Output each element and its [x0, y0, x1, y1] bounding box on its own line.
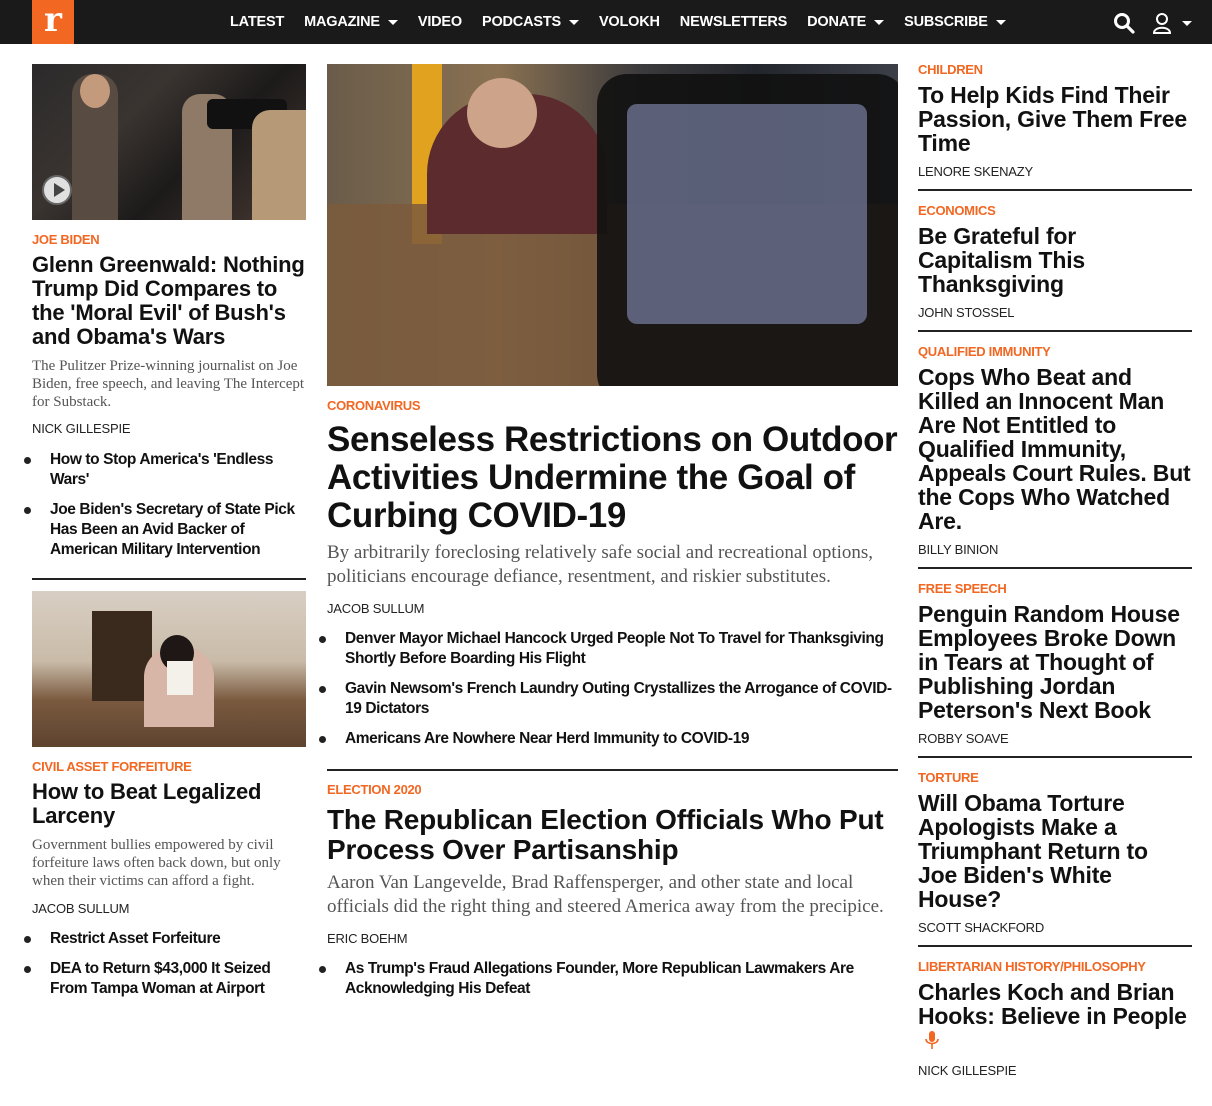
divider	[327, 769, 898, 771]
nav-donate-label: DONATE	[807, 14, 867, 30]
story-kicker[interactable]: CIVIL ASSET FORFEITURE	[32, 759, 192, 774]
story-headline[interactable]: Be Grateful for Capitalism This Thanksgiving	[918, 223, 1085, 297]
related-link[interactable]	[32, 450, 306, 490]
chevron-down-icon	[388, 20, 398, 25]
related-link-label: How to Stop America's 'Endless Wars'	[50, 451, 274, 488]
middle-column	[327, 64, 898, 999]
story-kicker[interactable]: ELECTION 2020	[327, 782, 422, 797]
story-headline-lead[interactable]: Senseless Restrictions on Outdoor Activities Undermine the Goal of Curbing COVID-19	[327, 420, 898, 535]
story-byline[interactable]: LENORE SKENAZY	[918, 164, 1033, 179]
story-headline[interactable]	[918, 980, 1192, 1054]
microphone-icon	[924, 1030, 940, 1054]
related-link[interactable]	[327, 629, 898, 669]
nav-video[interactable]	[418, 14, 462, 30]
story-headline[interactable]: To Help Kids Find Their Passion, Give Them Free Time	[918, 82, 1187, 156]
related-link-label: As Trump's Fraud Allegations Founder, More Republican Lawmakers Are Acknowledging His Defeat	[345, 960, 854, 997]
story-headline-text: Charles Koch and Brian Hooks: Believe in People	[918, 979, 1187, 1029]
related-link-label: Restrict Asset Forfeiture	[50, 930, 221, 947]
story-kicker[interactable]: CORONAVIRUS	[327, 398, 421, 413]
story-byline[interactable]: BILLY BINION	[918, 542, 999, 557]
related-link[interactable]	[32, 959, 306, 999]
side-story	[918, 62, 1192, 179]
story-kicker[interactable]: QUALIFIED IMMUNITY	[918, 344, 1051, 359]
nav-magazine[interactable]	[304, 14, 398, 30]
bullet-icon	[319, 736, 326, 743]
story-byline[interactable]: NICK GILLESPIE	[32, 421, 131, 436]
left-column	[32, 64, 306, 999]
story-byline[interactable]: JACOB SULLUM	[32, 901, 130, 916]
right-column	[918, 62, 1192, 1078]
related-link[interactable]	[327, 729, 898, 749]
story-kicker[interactable]: FREE SPEECH	[918, 581, 1007, 596]
story-headline[interactable]: Glenn Greenwald: Nothing Trump Did Compares to the 'Moral Evil' of Bush's and Obama's Wars	[32, 252, 305, 349]
bullet-icon	[319, 636, 326, 643]
side-story	[918, 344, 1192, 557]
story-headline[interactable]: The Republican Election Officials Who Put Process Over Partisanship	[327, 804, 884, 865]
story-image-forfeiture[interactable]	[32, 591, 306, 747]
nav-newsletters[interactable]	[680, 14, 787, 30]
nav-donate[interactable]	[807, 14, 884, 30]
story-dek: Government bullies empowered by civil forfeiture laws often back down, but only when their victims can afford a fight.	[32, 837, 281, 889]
story-kicker[interactable]: JOE BIDEN	[32, 232, 100, 247]
chevron-down-icon	[874, 20, 884, 25]
story-kicker[interactable]: TORTURE	[918, 770, 979, 785]
story-byline[interactable]: JOHN STOSSEL	[918, 305, 1015, 320]
story-dek: The Pulitzer Prize-winning journalist on Joe Biden, free speech, and leaving The Intercept for Substack.	[32, 358, 305, 410]
bullet-icon	[24, 936, 31, 943]
story-byline[interactable]: ERIC BOEHM	[327, 931, 408, 946]
side-story	[918, 770, 1192, 935]
related-links	[327, 959, 898, 999]
story-dek: Aaron Van Langevelde, Brad Raffensperger, and other state and local officials did the right thing and steered America away from the precipice.	[327, 872, 884, 917]
user-menu-button[interactable]	[1152, 11, 1194, 35]
related-link-label: DEA to Return $43,000 It Seized From Tampa Woman at Airport	[50, 960, 271, 997]
nav-subscribe-label: SUBSCRIBE	[904, 14, 988, 30]
nav-volokh-label: VOLOKH	[598, 14, 660, 30]
main-nav	[230, 0, 1026, 44]
divider	[918, 330, 1192, 332]
chevron-down-icon	[996, 20, 1006, 25]
story-kicker[interactable]: ECONOMICS	[918, 203, 996, 218]
chevron-down-icon	[1182, 21, 1192, 26]
nav-video-label: VIDEO	[417, 14, 462, 30]
related-links	[32, 450, 306, 560]
bullet-icon	[24, 966, 31, 973]
story-headline[interactable]: Penguin Random House Employees Broke Down in Tears at Thought of Publishing Jordan Peterson's Next Book	[918, 601, 1180, 723]
story-byline[interactable]: ROBBY SOAVE	[918, 731, 1009, 746]
user-icon	[1152, 12, 1172, 34]
related-links	[32, 929, 306, 999]
story-byline[interactable]: JACOB SULLUM	[327, 601, 425, 616]
divider	[918, 945, 1192, 947]
nav-latest-label: LATEST	[230, 14, 285, 30]
bullet-icon	[24, 507, 31, 514]
related-link-label: Gavin Newsom's French Laundry Outing Crystallizes the Arrogance of COVID-19 Dictators	[345, 680, 892, 717]
story-headline[interactable]: How to Beat Legalized Larceny	[32, 779, 262, 828]
story-headline[interactable]: Cops Who Beat and Killed an Innocent Man Are Not Entitled to Qualified Immunity, Appeals Court Rules. But the Cops Who Watched Are.	[918, 364, 1191, 534]
related-link-label: Denver Mayor Michael Hancock Urged People Not To Travel for Thanksgiving Shortly Before Boarding His Flight	[345, 630, 884, 667]
nav-subscribe[interactable]	[904, 14, 1006, 30]
story-byline[interactable]: NICK GILLESPIE	[918, 1062, 1017, 1078]
related-link[interactable]	[327, 679, 898, 719]
bullet-icon	[24, 457, 31, 464]
related-link-label: Joe Biden's Secretary of State Pick Has Been an Avid Backer of American Military Intervention	[50, 501, 295, 558]
divider	[32, 578, 306, 580]
related-link[interactable]	[32, 500, 306, 560]
divider	[918, 567, 1192, 569]
nav-podcasts[interactable]	[482, 14, 579, 30]
nav-latest[interactable]	[230, 14, 284, 30]
search-icon[interactable]	[1113, 12, 1135, 34]
related-links	[327, 629, 898, 749]
story-byline[interactable]: SCOTT SHACKFORD	[918, 920, 1045, 935]
story-headline[interactable]: Will Obama Torture Apologists Make a Triumphant Return to Joe Biden's White House?	[918, 790, 1148, 912]
story-kicker[interactable]: CHILDREN	[918, 62, 983, 77]
top-nav-bar	[0, 0, 1212, 44]
story-image-covid-hearing[interactable]	[327, 64, 898, 386]
story-image-greenwald[interactable]	[32, 64, 306, 220]
divider	[918, 189, 1192, 191]
story-dek: By arbitrarily foreclosing relatively safe social and recreational options, politicians encourage defiance, resentment, and riskier substitutes.	[327, 542, 874, 587]
side-story	[918, 203, 1192, 320]
divider	[918, 756, 1192, 758]
bullet-icon	[319, 966, 326, 973]
side-story	[918, 959, 1192, 1078]
related-link-label: Americans Are Nowhere Near Herd Immunity to COVID-19	[345, 730, 750, 747]
nav-podcasts-label: PODCASTS	[481, 14, 561, 30]
nav-newsletters-label: NEWSLETTERS	[679, 14, 788, 30]
story-kicker[interactable]: LIBERTARIAN HISTORY/PHILOSOPHY	[918, 959, 1146, 974]
nav-volokh[interactable]	[599, 14, 660, 30]
nav-magazine-label: MAGAZINE	[304, 14, 380, 30]
related-link[interactable]	[327, 959, 898, 999]
bullet-icon	[319, 686, 326, 693]
play-video-icon[interactable]	[42, 175, 72, 205]
side-story	[918, 581, 1192, 746]
reason-logo[interactable]: r	[32, 0, 74, 44]
chevron-down-icon	[569, 20, 579, 25]
related-link[interactable]	[32, 929, 306, 949]
